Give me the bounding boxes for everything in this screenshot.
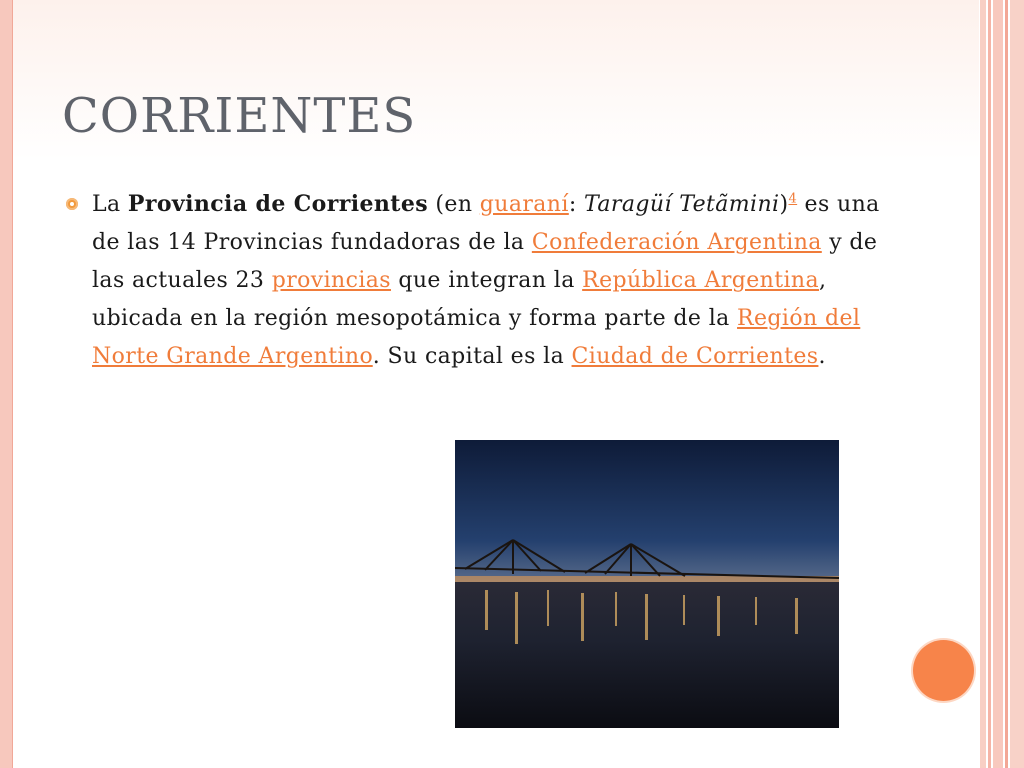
right-stripe-decoration (1010, 0, 1024, 768)
right-stripe-decoration (988, 0, 991, 768)
body-paragraph (92, 185, 882, 376)
link-confederacion-argentina[interactable]: Confederación Argentina (531, 230, 822, 255)
text-run: y de las actuales 23 (92, 230, 878, 293)
link-region-norte-grande[interactable]: Región del Norte Grande Argentino (92, 306, 861, 369)
link-republica-argentina[interactable]: República Argentina (582, 268, 820, 293)
decorative-orange-circle (913, 640, 974, 701)
text-run: : (568, 192, 585, 217)
footnote-link[interactable]: 4 (788, 191, 798, 207)
text-run: ) (779, 192, 789, 217)
bridge-sunset-photo (455, 440, 839, 728)
text-run: . Su capital es la (372, 344, 572, 369)
text-run: . (818, 344, 826, 369)
left-border-decoration (0, 0, 13, 768)
text-run: es una de las 14 Provincias fundadoras de la (92, 192, 880, 255)
text-run: que integran la (390, 268, 583, 293)
slide-title: CORRIENTES (62, 88, 417, 144)
right-stripe-decoration (1005, 0, 1008, 768)
text-run: (en (428, 192, 480, 217)
guarani-name-italic: Taragüí Tetãmini (584, 192, 780, 217)
province-name-bold: Provincia de Corrientes (127, 191, 429, 217)
link-ciudad-de-corrientes[interactable]: Ciudad de Corrientes (571, 344, 819, 369)
right-stripe-decoration (993, 0, 1003, 768)
link-provincias[interactable]: provincias (271, 268, 391, 293)
text-run: , ubicada en la región mesopotámica y forma parte de la (92, 268, 827, 331)
text-run: La (92, 192, 128, 217)
right-stripe-decoration (980, 0, 986, 768)
link-guarani[interactable]: guaraní (479, 192, 569, 217)
bullet-icon (66, 198, 78, 210)
